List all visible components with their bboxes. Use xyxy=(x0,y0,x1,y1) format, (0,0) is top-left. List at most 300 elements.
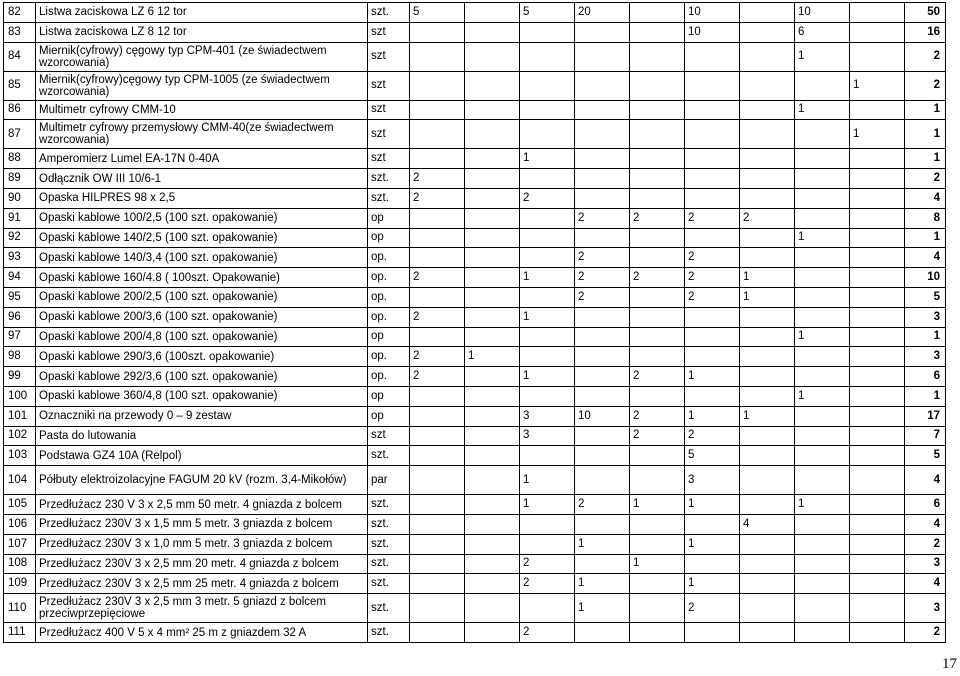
quantity-cell xyxy=(740,71,795,100)
quantity-cell xyxy=(850,169,905,189)
table-row xyxy=(4,386,946,406)
item-name-cell: Opaski kablowe 100/2,5 (100 szt. opakowanie) xyxy=(36,208,368,228)
item-name-cell: Opaski kablowe 160/4.8 ( 100szt. Opakowanie) xyxy=(36,268,368,288)
unit-cell: op. xyxy=(368,307,410,327)
row-number-cell: 96 xyxy=(4,307,36,327)
quantity-cell xyxy=(795,514,850,534)
quantity-cell: 1 xyxy=(685,495,740,515)
unit-cell: op. xyxy=(368,347,410,367)
item-name-cell: Opaski kablowe 290/3,6 (100szt. opakowanie) xyxy=(36,347,368,367)
quantity-cell xyxy=(575,347,630,367)
quantity-cell xyxy=(795,466,850,495)
quantity-cell xyxy=(575,22,630,42)
total-cell: 1 xyxy=(905,386,946,406)
quantity-cell: 2 xyxy=(685,268,740,288)
quantity-cell: 2 xyxy=(740,208,795,228)
total-cell: 6 xyxy=(905,367,946,387)
table-row xyxy=(4,188,946,208)
quantity-cell xyxy=(850,406,905,426)
quantity-cell xyxy=(575,623,630,643)
quantity-cell xyxy=(795,268,850,288)
quantity-cell: 1 xyxy=(740,406,795,426)
quantity-cell xyxy=(465,446,520,466)
quantity-cell xyxy=(740,367,795,387)
unit-cell: szt. xyxy=(368,3,410,23)
unit-cell: op. xyxy=(368,287,410,307)
row-number-cell: 94 xyxy=(4,268,36,288)
quantity-cell xyxy=(575,367,630,387)
quantity-cell xyxy=(685,228,740,248)
unit-cell: op. xyxy=(368,367,410,387)
quantity-cell xyxy=(850,594,905,623)
quantity-cell xyxy=(630,466,685,495)
quantity-cell xyxy=(465,307,520,327)
quantity-cell: 1 xyxy=(795,100,850,120)
page-number: 17 xyxy=(942,656,957,672)
quantity-cell xyxy=(465,426,520,446)
quantity-cell xyxy=(465,406,520,426)
quantity-cell xyxy=(795,208,850,228)
quantity-cell: 1 xyxy=(795,495,850,515)
quantity-cell xyxy=(575,307,630,327)
quantity-cell: 2 xyxy=(410,169,465,189)
quantity-cell xyxy=(520,42,575,71)
quantity-cell: 1 xyxy=(850,71,905,100)
quantity-cell xyxy=(795,71,850,100)
quantity-cell xyxy=(575,100,630,120)
quantity-cell xyxy=(465,208,520,228)
quantity-cell xyxy=(465,100,520,120)
quantity-cell xyxy=(575,120,630,149)
quantity-cell: 2 xyxy=(685,287,740,307)
quantity-cell: 1 xyxy=(520,149,575,169)
quantity-cell xyxy=(850,495,905,515)
quantity-cell xyxy=(410,22,465,42)
table-row xyxy=(4,149,946,169)
table-row xyxy=(4,594,946,623)
row-number-cell: 92 xyxy=(4,228,36,248)
quantity-cell xyxy=(740,534,795,554)
quantity-cell xyxy=(575,466,630,495)
quantity-cell xyxy=(740,3,795,23)
table-row xyxy=(4,248,946,268)
total-cell: 1 xyxy=(905,100,946,120)
quantity-cell xyxy=(465,149,520,169)
unit-cell: par xyxy=(368,466,410,495)
quantity-cell: 1 xyxy=(685,367,740,387)
quantity-cell xyxy=(520,327,575,347)
quantity-cell xyxy=(685,347,740,367)
quantity-cell xyxy=(740,169,795,189)
quantity-cell xyxy=(850,574,905,594)
item-name-cell: Przedłużacz 230V 3 x 1,5 mm 5 metr. 3 gniazda z bolcem xyxy=(36,514,368,534)
quantity-cell xyxy=(410,248,465,268)
quantity-cell xyxy=(740,495,795,515)
total-cell: 4 xyxy=(905,514,946,534)
quantity-cell xyxy=(410,149,465,169)
unit-cell: szt xyxy=(368,22,410,42)
quantity-cell xyxy=(685,149,740,169)
quantity-cell xyxy=(850,446,905,466)
quantity-cell xyxy=(410,327,465,347)
quantity-cell xyxy=(850,426,905,446)
quantity-cell xyxy=(410,208,465,228)
table-row xyxy=(4,327,946,347)
item-name-cell: Podstawa GZ4 10A (Relpol) xyxy=(36,446,368,466)
quantity-cell: 10 xyxy=(685,22,740,42)
materials-table xyxy=(3,2,946,643)
quantity-cell xyxy=(630,228,685,248)
quantity-cell xyxy=(575,71,630,100)
unit-cell: szt. xyxy=(368,495,410,515)
row-number-cell: 84 xyxy=(4,42,36,71)
total-cell: 3 xyxy=(905,554,946,574)
quantity-cell xyxy=(410,446,465,466)
quantity-cell xyxy=(795,406,850,426)
quantity-cell: 3 xyxy=(685,466,740,495)
quantity-cell xyxy=(850,100,905,120)
table-row xyxy=(4,426,946,446)
quantity-cell xyxy=(685,514,740,534)
table-row xyxy=(4,514,946,534)
table-row xyxy=(4,22,946,42)
quantity-cell xyxy=(795,426,850,446)
quantity-cell xyxy=(575,386,630,406)
quantity-cell xyxy=(685,188,740,208)
quantity-cell: 1 xyxy=(850,120,905,149)
quantity-cell xyxy=(685,623,740,643)
quantity-cell xyxy=(850,386,905,406)
quantity-cell xyxy=(850,42,905,71)
quantity-cell xyxy=(795,574,850,594)
quantity-cell: 1 xyxy=(465,347,520,367)
quantity-cell xyxy=(465,514,520,534)
item-name-cell: Odłącznik OW III 10/6-1 xyxy=(36,169,368,189)
quantity-cell xyxy=(465,120,520,149)
quantity-cell xyxy=(685,169,740,189)
quantity-cell: 20 xyxy=(575,3,630,23)
quantity-cell xyxy=(630,446,685,466)
quantity-cell xyxy=(465,169,520,189)
quantity-cell xyxy=(795,188,850,208)
item-name-cell: Miernik(cyfrowy)cęgowy typ CPM-1005 (ze świadectwem wzorcowania) xyxy=(36,71,368,100)
item-name-cell: Multimetr cyfrowy CMM-10 xyxy=(36,100,368,120)
table-row xyxy=(4,71,946,100)
quantity-cell xyxy=(795,347,850,367)
quantity-cell xyxy=(685,42,740,71)
quantity-cell xyxy=(410,426,465,446)
table-row xyxy=(4,100,946,120)
total-cell: 3 xyxy=(905,347,946,367)
quantity-cell xyxy=(795,287,850,307)
table-row xyxy=(4,554,946,574)
quantity-cell: 1 xyxy=(630,495,685,515)
quantity-cell: 1 xyxy=(795,42,850,71)
quantity-cell: 2 xyxy=(685,208,740,228)
quantity-cell xyxy=(410,534,465,554)
table-row xyxy=(4,208,946,228)
quantity-cell xyxy=(520,120,575,149)
quantity-cell xyxy=(465,367,520,387)
quantity-cell xyxy=(850,514,905,534)
row-number-cell: 82 xyxy=(4,3,36,23)
quantity-cell xyxy=(630,248,685,268)
quantity-cell xyxy=(850,3,905,23)
total-cell: 2 xyxy=(905,42,946,71)
quantity-cell xyxy=(850,228,905,248)
item-name-cell: Miernik(cyfrowy) cęgowy typ CPM-401 (ze świadectwem wzorcowania) xyxy=(36,42,368,71)
quantity-cell xyxy=(520,228,575,248)
quantity-cell xyxy=(630,307,685,327)
quantity-cell: 4 xyxy=(740,514,795,534)
total-cell: 1 xyxy=(905,228,946,248)
quantity-cell xyxy=(520,534,575,554)
quantity-cell xyxy=(795,554,850,574)
quantity-cell: 1 xyxy=(575,594,630,623)
quantity-cell xyxy=(575,514,630,534)
item-name-cell: Opaski kablowe 360/4,8 (100 szt. opakowanie) xyxy=(36,386,368,406)
row-number-cell: 109 xyxy=(4,574,36,594)
quantity-cell xyxy=(465,188,520,208)
row-number-cell: 99 xyxy=(4,367,36,387)
quantity-cell: 2 xyxy=(575,208,630,228)
quantity-cell: 1 xyxy=(520,466,575,495)
quantity-cell: 2 xyxy=(630,426,685,446)
total-cell: 50 xyxy=(905,3,946,23)
quantity-cell xyxy=(410,574,465,594)
quantity-cell xyxy=(850,534,905,554)
quantity-cell xyxy=(685,327,740,347)
unit-cell: op xyxy=(368,228,410,248)
quantity-cell: 5 xyxy=(685,446,740,466)
quantity-cell xyxy=(630,169,685,189)
quantity-cell: 1 xyxy=(740,287,795,307)
quantity-cell: 2 xyxy=(630,268,685,288)
quantity-cell xyxy=(850,287,905,307)
table-row xyxy=(4,3,946,23)
quantity-cell xyxy=(850,466,905,495)
quantity-cell xyxy=(630,534,685,554)
total-cell: 5 xyxy=(905,446,946,466)
quantity-cell xyxy=(740,188,795,208)
item-name-cell: Przedłużacz 230V 3 x 2,5 mm 3 metr. 5 gniazd z bolcem przeciwprzepięciowe xyxy=(36,594,368,623)
quantity-cell xyxy=(795,307,850,327)
quantity-cell xyxy=(795,534,850,554)
unit-cell: szt xyxy=(368,426,410,446)
quantity-cell: 2 xyxy=(410,268,465,288)
quantity-cell xyxy=(410,120,465,149)
quantity-cell: 1 xyxy=(520,367,575,387)
quantity-cell: 1 xyxy=(520,307,575,327)
quantity-cell: 2 xyxy=(520,623,575,643)
quantity-cell xyxy=(740,42,795,71)
quantity-cell xyxy=(685,71,740,100)
quantity-cell: 1 xyxy=(685,574,740,594)
item-name-cell: Opaski kablowe 140/3,4 (100 szt. opakowanie) xyxy=(36,248,368,268)
table-row xyxy=(4,466,946,495)
item-name-cell: Przedłużacz 400 V 5 x 4 mm² 25 m z gniazdem 32 A xyxy=(36,623,368,643)
quantity-cell xyxy=(740,228,795,248)
quantity-cell: 2 xyxy=(520,554,575,574)
quantity-cell xyxy=(850,347,905,367)
unit-cell: szt xyxy=(368,42,410,71)
item-name-cell: Listwa zaciskowa LZ 6 12 tor xyxy=(36,3,368,23)
table-row xyxy=(4,406,946,426)
total-cell: 4 xyxy=(905,574,946,594)
unit-cell: szt xyxy=(368,100,410,120)
quantity-cell xyxy=(465,248,520,268)
row-number-cell: 93 xyxy=(4,248,36,268)
quantity-cell xyxy=(575,188,630,208)
quantity-cell xyxy=(795,248,850,268)
quantity-cell xyxy=(850,248,905,268)
quantity-cell: 10 xyxy=(575,406,630,426)
total-cell: 3 xyxy=(905,307,946,327)
item-name-cell: Opaski kablowe 292/3,6 (100 szt. opakowanie) xyxy=(36,367,368,387)
quantity-cell xyxy=(740,22,795,42)
quantity-cell xyxy=(630,120,685,149)
quantity-cell xyxy=(740,426,795,446)
quantity-cell xyxy=(465,22,520,42)
quantity-cell xyxy=(520,446,575,466)
row-number-cell: 108 xyxy=(4,554,36,574)
quantity-cell xyxy=(740,594,795,623)
quantity-cell: 1 xyxy=(520,268,575,288)
item-name-cell: Oznaczniki na przewody 0 – 9 zestaw xyxy=(36,406,368,426)
quantity-cell xyxy=(520,22,575,42)
quantity-cell xyxy=(575,554,630,574)
table-row xyxy=(4,534,946,554)
quantity-cell xyxy=(630,42,685,71)
quantity-cell: 3 xyxy=(520,426,575,446)
quantity-cell xyxy=(685,307,740,327)
quantity-cell: 1 xyxy=(795,327,850,347)
total-cell: 7 xyxy=(905,426,946,446)
quantity-cell xyxy=(795,367,850,387)
item-name-cell: Amperomierz Lumel EA-17N 0-40A xyxy=(36,149,368,169)
quantity-cell xyxy=(850,554,905,574)
quantity-cell xyxy=(465,466,520,495)
row-number-cell: 91 xyxy=(4,208,36,228)
quantity-cell xyxy=(465,623,520,643)
quantity-cell: 2 xyxy=(685,594,740,623)
total-cell: 17 xyxy=(905,406,946,426)
quantity-cell xyxy=(630,594,685,623)
quantity-cell xyxy=(850,188,905,208)
quantity-cell: 1 xyxy=(575,534,630,554)
total-cell: 10 xyxy=(905,268,946,288)
quantity-cell xyxy=(740,347,795,367)
unit-cell: szt. xyxy=(368,514,410,534)
quantity-cell xyxy=(630,514,685,534)
item-name-cell: Pasta do lutowania xyxy=(36,426,368,446)
quantity-cell xyxy=(520,594,575,623)
total-cell: 2 xyxy=(905,71,946,100)
quantity-cell xyxy=(850,623,905,643)
total-cell: 1 xyxy=(905,327,946,347)
table-row xyxy=(4,287,946,307)
item-name-cell: Opaski kablowe 140/2,5 (100 szt. opakowanie) xyxy=(36,228,368,248)
quantity-cell xyxy=(575,426,630,446)
quantity-cell: 2 xyxy=(575,268,630,288)
unit-cell: szt. xyxy=(368,169,410,189)
quantity-cell xyxy=(630,188,685,208)
item-name-cell: Opaski kablowe 200/3,6 (100 szt. opakowanie) xyxy=(36,307,368,327)
unit-cell: op xyxy=(368,208,410,228)
quantity-cell xyxy=(410,514,465,534)
table-row xyxy=(4,268,946,288)
quantity-cell xyxy=(685,554,740,574)
quantity-cell xyxy=(850,208,905,228)
quantity-cell xyxy=(795,623,850,643)
quantity-cell: 10 xyxy=(795,3,850,23)
quantity-cell xyxy=(410,228,465,248)
row-number-cell: 95 xyxy=(4,287,36,307)
quantity-cell xyxy=(740,574,795,594)
quantity-cell: 10 xyxy=(685,3,740,23)
quantity-cell: 2 xyxy=(410,307,465,327)
table-row xyxy=(4,347,946,367)
unit-cell: szt xyxy=(368,120,410,149)
item-name-cell: Przedłużacz 230 V 3 x 2,5 mm 50 metr. 4 gniazda z bolcem xyxy=(36,495,368,515)
quantity-cell: 1 xyxy=(685,406,740,426)
quantity-cell xyxy=(465,554,520,574)
quantity-cell xyxy=(685,120,740,149)
total-cell: 4 xyxy=(905,466,946,495)
table-row xyxy=(4,120,946,149)
quantity-cell xyxy=(465,386,520,406)
row-number-cell: 86 xyxy=(4,100,36,120)
unit-cell: op xyxy=(368,386,410,406)
quantity-cell: 2 xyxy=(630,208,685,228)
row-number-cell: 103 xyxy=(4,446,36,466)
quantity-cell xyxy=(630,287,685,307)
item-name-cell: Opaski kablowe 200/4,8 (100 szt. opakowanie) xyxy=(36,327,368,347)
total-cell: 1 xyxy=(905,149,946,169)
unit-cell: szt. xyxy=(368,446,410,466)
quantity-cell xyxy=(630,623,685,643)
total-cell: 4 xyxy=(905,248,946,268)
quantity-cell: 5 xyxy=(520,3,575,23)
total-cell: 1 xyxy=(905,120,946,149)
quantity-cell xyxy=(630,347,685,367)
item-name-cell: Przedłużacz 230V 3 x 2,5 mm 25 metr. 4 gniazda z bolcem xyxy=(36,574,368,594)
quantity-cell xyxy=(410,623,465,643)
quantity-cell: 6 xyxy=(795,22,850,42)
table-row xyxy=(4,495,946,515)
quantity-cell: 1 xyxy=(575,574,630,594)
quantity-cell xyxy=(520,169,575,189)
quantity-cell xyxy=(465,287,520,307)
quantity-cell xyxy=(850,307,905,327)
quantity-cell xyxy=(795,446,850,466)
quantity-cell xyxy=(465,574,520,594)
quantity-cell xyxy=(410,71,465,100)
item-name-cell: Opaska HILPRES 98 x 2,5 xyxy=(36,188,368,208)
unit-cell: op. xyxy=(368,268,410,288)
quantity-cell: 2 xyxy=(630,406,685,426)
quantity-cell: 1 xyxy=(795,386,850,406)
quantity-cell xyxy=(410,554,465,574)
table-row xyxy=(4,446,946,466)
quantity-cell xyxy=(465,327,520,347)
quantity-cell xyxy=(465,228,520,248)
quantity-cell xyxy=(630,71,685,100)
quantity-cell xyxy=(740,623,795,643)
item-name-cell: Multimetr cyfrowy przemysłowy CMM-40(ze świadectwem wzorcowania) xyxy=(36,120,368,149)
quantity-cell xyxy=(410,386,465,406)
quantity-cell: 2 xyxy=(575,248,630,268)
